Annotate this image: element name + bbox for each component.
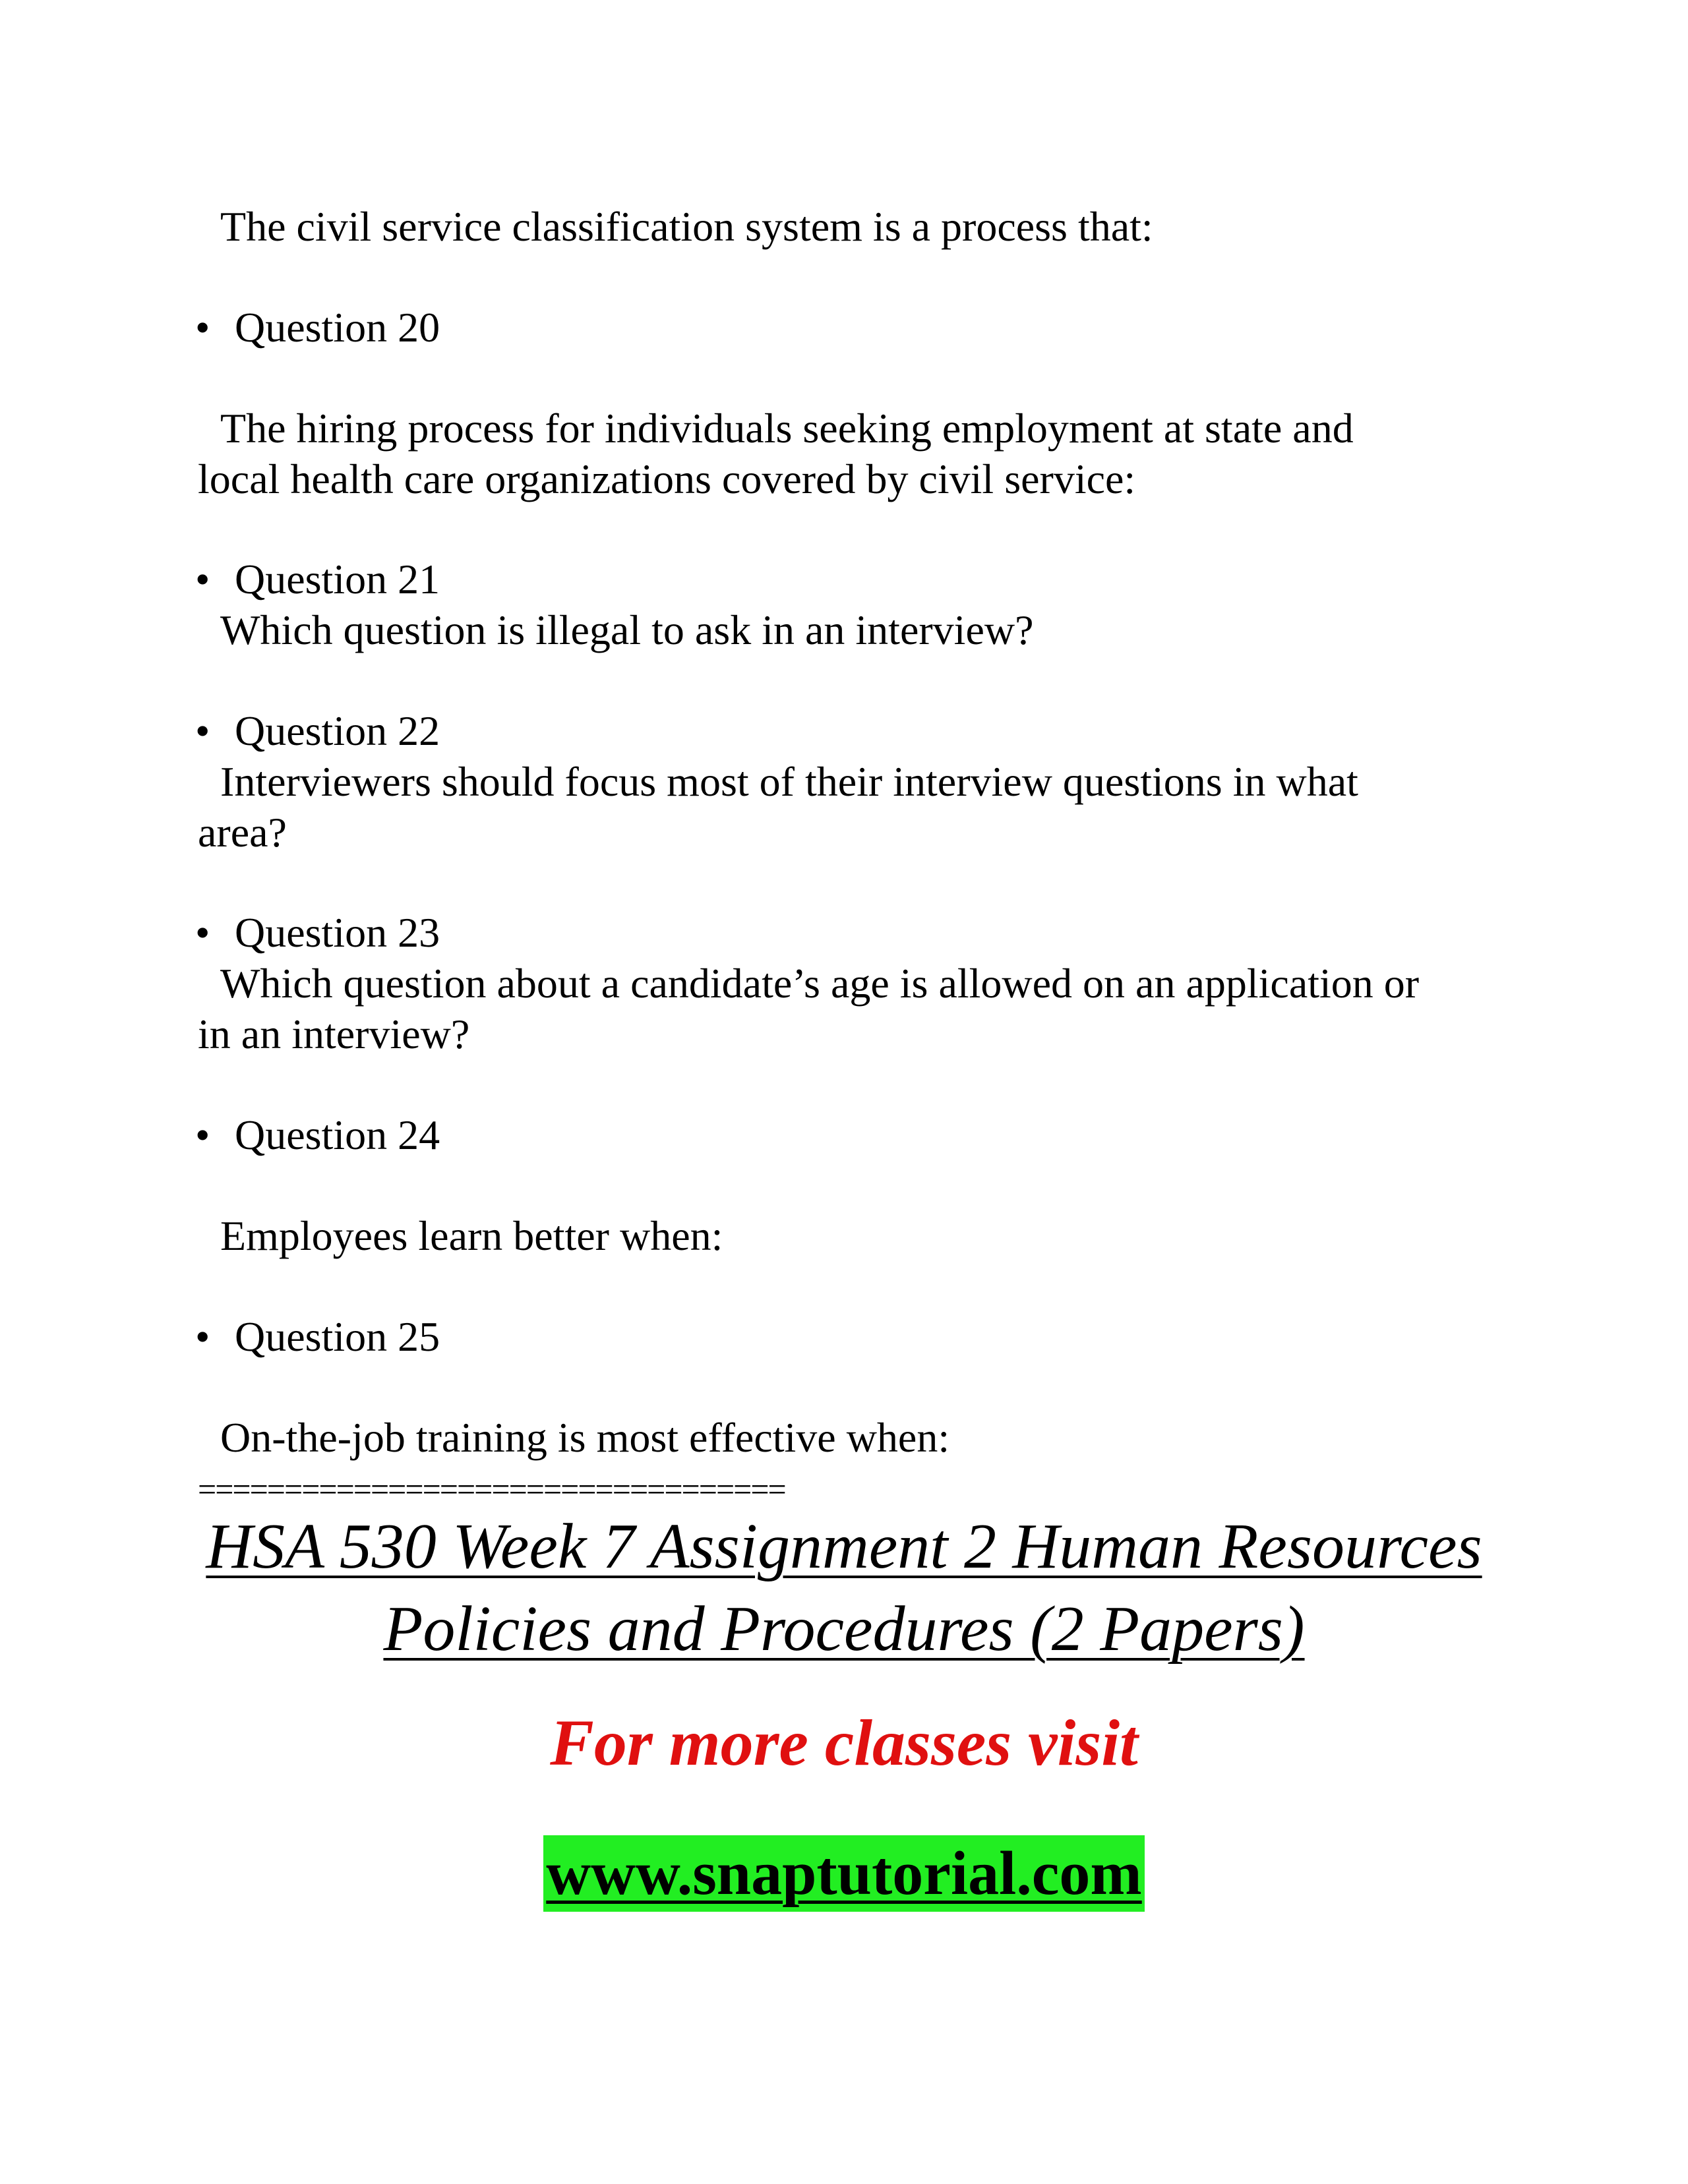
bullet-icon: • [195, 707, 210, 754]
website-link-wrapper [0, 1835, 1688, 1912]
bullet-icon: • [195, 304, 210, 351]
promo-text: For more classes visit [550, 1706, 1138, 1779]
website-link[interactable]: www.snaptutorial.com [543, 1835, 1144, 1912]
question-22-label: Question 22 [235, 707, 440, 754]
question-20-text-line-1: The hiring process for individuals seeking employment at state and [220, 405, 1354, 452]
bullet-icon: • [195, 1111, 210, 1158]
question-22-text-line-1: Interviewers should focus most of their interview questions in what [220, 758, 1358, 805]
question-24-text: Employees learn better when: [220, 1212, 723, 1259]
question-20-label: Question 20 [235, 304, 440, 351]
question-23-text-line-2: in an interview? [198, 1011, 470, 1057]
assignment-title-line-1: HSA 530 Week 7 Assignment 2 Human Resources [206, 1511, 1482, 1582]
question-22-item [195, 706, 440, 756]
question-21-label: Question 21 [235, 556, 440, 603]
bullet-icon: • [195, 556, 210, 603]
question-20-text-line-2: local health care organizations covered by civil service: [198, 456, 1136, 502]
question-23-text-line-1: Which question about a candidate’s age is allowed on an application or [220, 960, 1420, 1007]
question-25-text: On-the-job training is most effective when: [220, 1414, 950, 1461]
bullet-icon: • [195, 909, 210, 956]
question-21-text: Which question is illegal to ask in an interview? [220, 606, 1034, 653]
question-25-item [195, 1312, 440, 1362]
question-24-item [195, 1110, 440, 1160]
assignment-title-line-2: Policies and Procedures (2 Papers) [383, 1593, 1305, 1665]
question-25-label: Question 25 [235, 1313, 440, 1360]
question-20-item [195, 303, 440, 353]
question-23-label: Question 23 [235, 909, 440, 956]
bullet-icon: • [195, 1313, 210, 1360]
section-divider: ================================== [198, 1473, 785, 1506]
question-21-item [195, 554, 440, 605]
question-19-text: The civil service classification system is a process that: [220, 203, 1153, 250]
question-24-label: Question 24 [235, 1111, 440, 1158]
question-23-item [195, 908, 440, 958]
question-22-text-line-2: area? [198, 809, 287, 856]
